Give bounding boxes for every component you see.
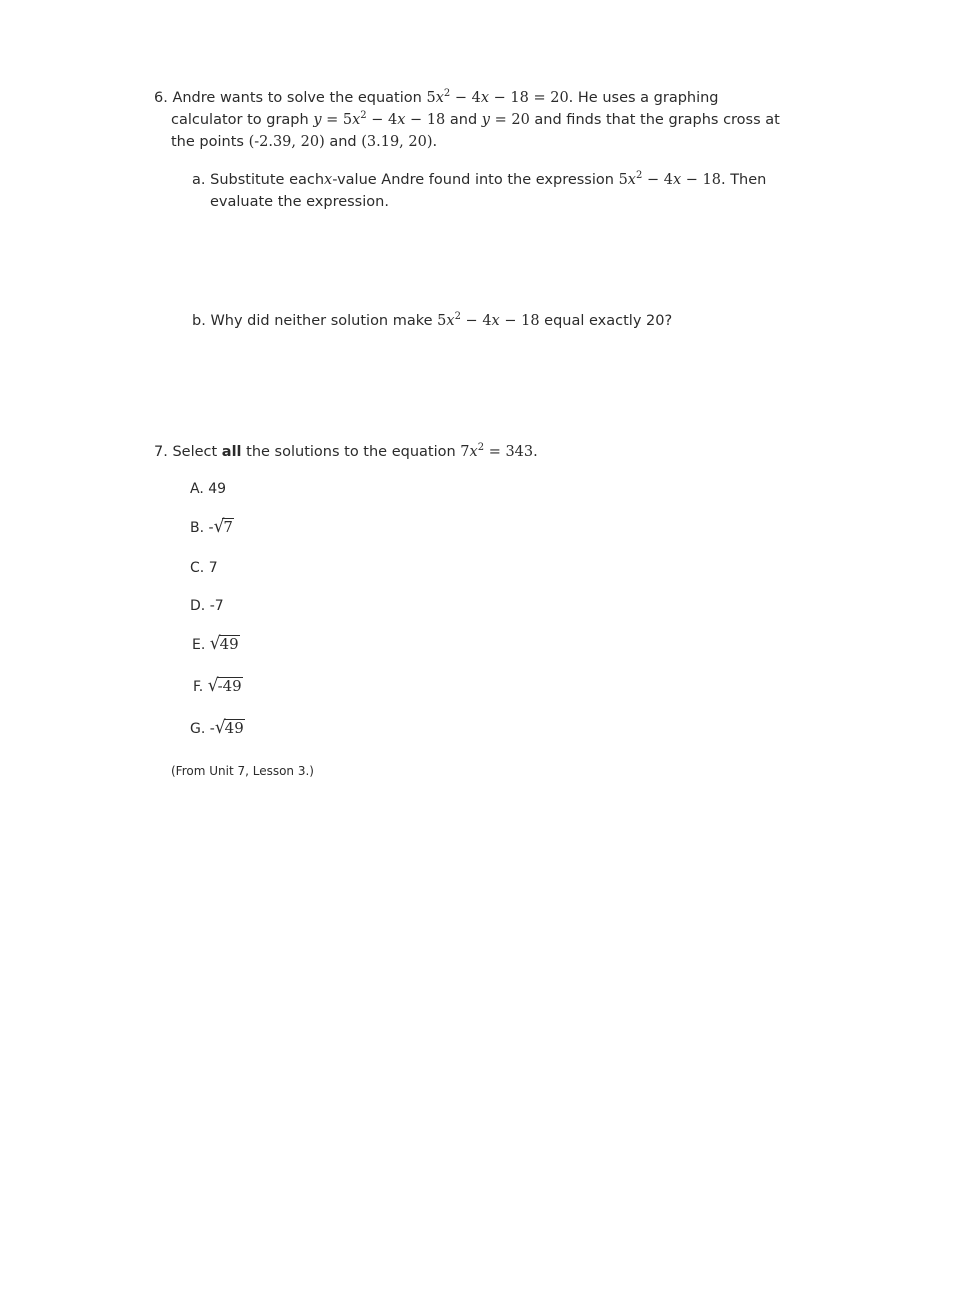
q6-line-3 [171,132,437,152]
q6-line-2 [171,110,780,132]
choice-f-label: F. [193,679,204,695]
q6-line-1 [154,88,719,110]
choice-c-value: 7 [208,560,218,576]
q6-line2-tail: and finds that the graphs cross at [534,112,780,128]
q6a-line1-tail: Then [730,172,767,188]
choice-g-value: 49 [224,719,244,737]
q6-point-1: (-2.39, 20) [248,134,325,150]
choice-a-label: A. [190,481,204,497]
q6-line2-text: calculator to graph [171,112,309,128]
q6b-line [192,311,672,333]
source-note: (From Unit 7, Lesson 3.) [171,764,314,778]
q6-point-2: (3.19, 20). [361,134,438,150]
q6b-tail: equal exactly 20? [544,313,673,329]
q6-line2-and: and [449,112,478,128]
choice-b-prefix: - [208,520,214,536]
q6-line1-text: Andre wants to solve the equation [172,90,422,106]
q6b-label: b. [192,313,206,329]
q6-equation: $5x^2 - 4x - 18 = 20$. [426,88,574,106]
q6b-text: Why did neither solution make [210,313,433,329]
choice-d[interactable] [190,596,224,616]
q7-line [154,442,538,464]
q7-text-before: Select [172,444,218,460]
q6a-var: x [324,172,333,188]
choice-f-radical: √-49 [207,675,242,697]
q6-line3-text: the points [171,134,244,150]
choice-c[interactable] [190,558,218,578]
choice-g-label: G. [190,721,206,737]
choice-e-radical: √49 [209,633,239,655]
choice-e-label: E. [192,637,206,653]
choice-c-label: C. [190,560,205,576]
q6-line1-tail: He uses a graphing [577,90,719,106]
q6-number: 6. [154,90,168,106]
choice-a-value: 49 [208,481,227,497]
choice-g-prefix: - [209,721,215,737]
q6a-line1-mid: -value Andre found into the expression [332,172,614,188]
q6a-label: a. [192,172,206,188]
q6-line3-and: and [329,134,357,150]
choice-b[interactable] [190,517,234,538]
q7-equation: $7x^2 = 343$. [460,442,538,460]
q6a-line-2 [210,192,389,212]
choice-a[interactable] [190,479,226,499]
choice-f-value: -49 [217,677,242,695]
q6a-line-1 [192,170,766,192]
choice-b-radical: √7 [213,516,233,538]
q6-graph-eq-2: y = 20 [481,112,530,128]
choice-d-label: D. [190,598,206,614]
choice-d-value: -7 [209,598,224,614]
choice-g-radical: √49 [214,717,244,739]
q6a-line1-text: Substitute each [210,172,325,188]
choice-b-value: 7 [223,518,233,536]
choice-e-value: 49 [219,635,239,653]
choice-e[interactable] [192,634,240,655]
choice-f[interactable] [193,676,243,697]
q7-text-after: the solutions to the equation [246,444,456,460]
q6a-expression: $5x^2 - 4x - 18$. [618,170,726,188]
q6-graph-eq-1: $y = 5x^2 - 4x - 18$ [313,110,446,128]
choice-b-label: B. [190,520,205,536]
choice-g[interactable] [190,718,245,739]
q6a-line2: evaluate the expression. [210,194,389,210]
q7-number: 7. [154,444,168,460]
q7-text-bold: all [221,444,242,460]
q6b-expression: $5x^2 - 4x - 18$ [437,311,540,329]
